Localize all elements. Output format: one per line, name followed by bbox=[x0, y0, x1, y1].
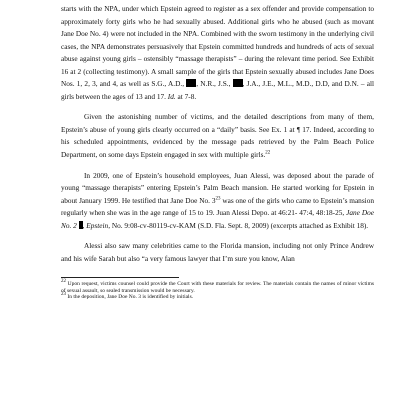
paragraph-alessi-deposition bbox=[61, 170, 374, 233]
paragraph-alessi-text-cont: was one of the girls who came to Epstein’s mansion regularly when she was in the age range of 15 to 19. Juan Alessi Depo. at 46:21- 47:4, 48:18-25, bbox=[61, 195, 374, 218]
footnote-number: 22 bbox=[61, 279, 66, 285]
paragraph-daily-abuse-text: Given the astonishing number of victims, and the detailed descriptions from many of them, Epstein’s abuse of young girls clearly occurred on a “daily” basis. See Ex. 1 at ¶ 17. Indeed, according to his scheduled appointments, evidenced by the message pads retrieved by the Palm Beach Police Department, on some days Epstein engaged in sex with multiple girls. bbox=[61, 112, 374, 160]
case-name-defendant: Epstein bbox=[86, 220, 109, 230]
footnote-text: In the deposition, Jane Doe No. 3 is identified by initials. bbox=[67, 294, 194, 301]
footnote-divider bbox=[61, 277, 179, 278]
paragraph-npa bbox=[61, 3, 374, 103]
case-citation: , No. 9:08-cv-80119-cv-KAM (S.D. Fla. Sept. 8, 2009) (excerpts attached as Exhibit 18). bbox=[108, 220, 369, 230]
paragraph-daily-abuse bbox=[61, 111, 374, 161]
paragraph-celebrities bbox=[61, 240, 374, 265]
citation-pages: at 7-8. bbox=[177, 91, 197, 101]
footnote-ref-22: 22 bbox=[265, 150, 271, 156]
footnote-23 bbox=[61, 294, 374, 301]
footnote-ref-23: 23 bbox=[215, 196, 221, 202]
citation-id: Id. bbox=[167, 91, 176, 101]
footnote-text: Upon request, victims counsel could provide the Court with these materials for review. The materials contain the names of minor victims of sexual assault, so sealed transmission would be necessary. bbox=[61, 281, 375, 294]
footnote-22 bbox=[61, 281, 374, 294]
paragraph-npa-text: starts with the NPA, under which Epstein agreed to register as a sex offender and provide compensation to approximately forty girls who he had sexually abused. Additional girls who he abused (such as movant Jane Doe No. 4) were not included in the NPA. Combined with the sworn testimony in the underlying civil cases, the NPA demonstrates persuasively that Epstein committed hundreds and hundreds of acts of sexual abuse against young girls – ostensibly “massage therapists” – during the relevant time period. See Exhibit 16 at 2 (collecting testimony). A small sample of the girls that Epstein sexually abused includes Jane Does Nos. 1, 2, 3, and 4, as well as S.G., A.D., bbox=[61, 4, 374, 89]
paragraph-npa-names-cont: , J.A., J.E., M.L., M.D., D.D, and D.N. – all girls between the ages of 13 and 17. bbox=[61, 79, 375, 101]
redaction-block bbox=[233, 79, 243, 87]
footnote-number: 23 bbox=[61, 292, 66, 298]
case-name-plaintiff: Jane Doe No. 2 bbox=[61, 208, 375, 230]
paragraph-celebrities-text: Alessi also saw many celebrities came to the Florida mansion, including not only Prince Andrew and his wife Sarah but also “a very famous lawyer that I’m sure you know, Alan bbox=[61, 241, 374, 263]
case-separator: , bbox=[82, 220, 85, 230]
redaction-block bbox=[186, 79, 196, 87]
paragraph-alessi-text: In 2009, one of Epstein’s household employees, Juan Alessi, was deposed about the parade of young “massage therapists” entering Epstein’s Palm Beach mansion. He started working for Epstein in about January 1999. He testified that Jane Doe No. 3 bbox=[61, 170, 374, 205]
paragraph-npa-names: , N.R., J.S., bbox=[196, 79, 231, 89]
